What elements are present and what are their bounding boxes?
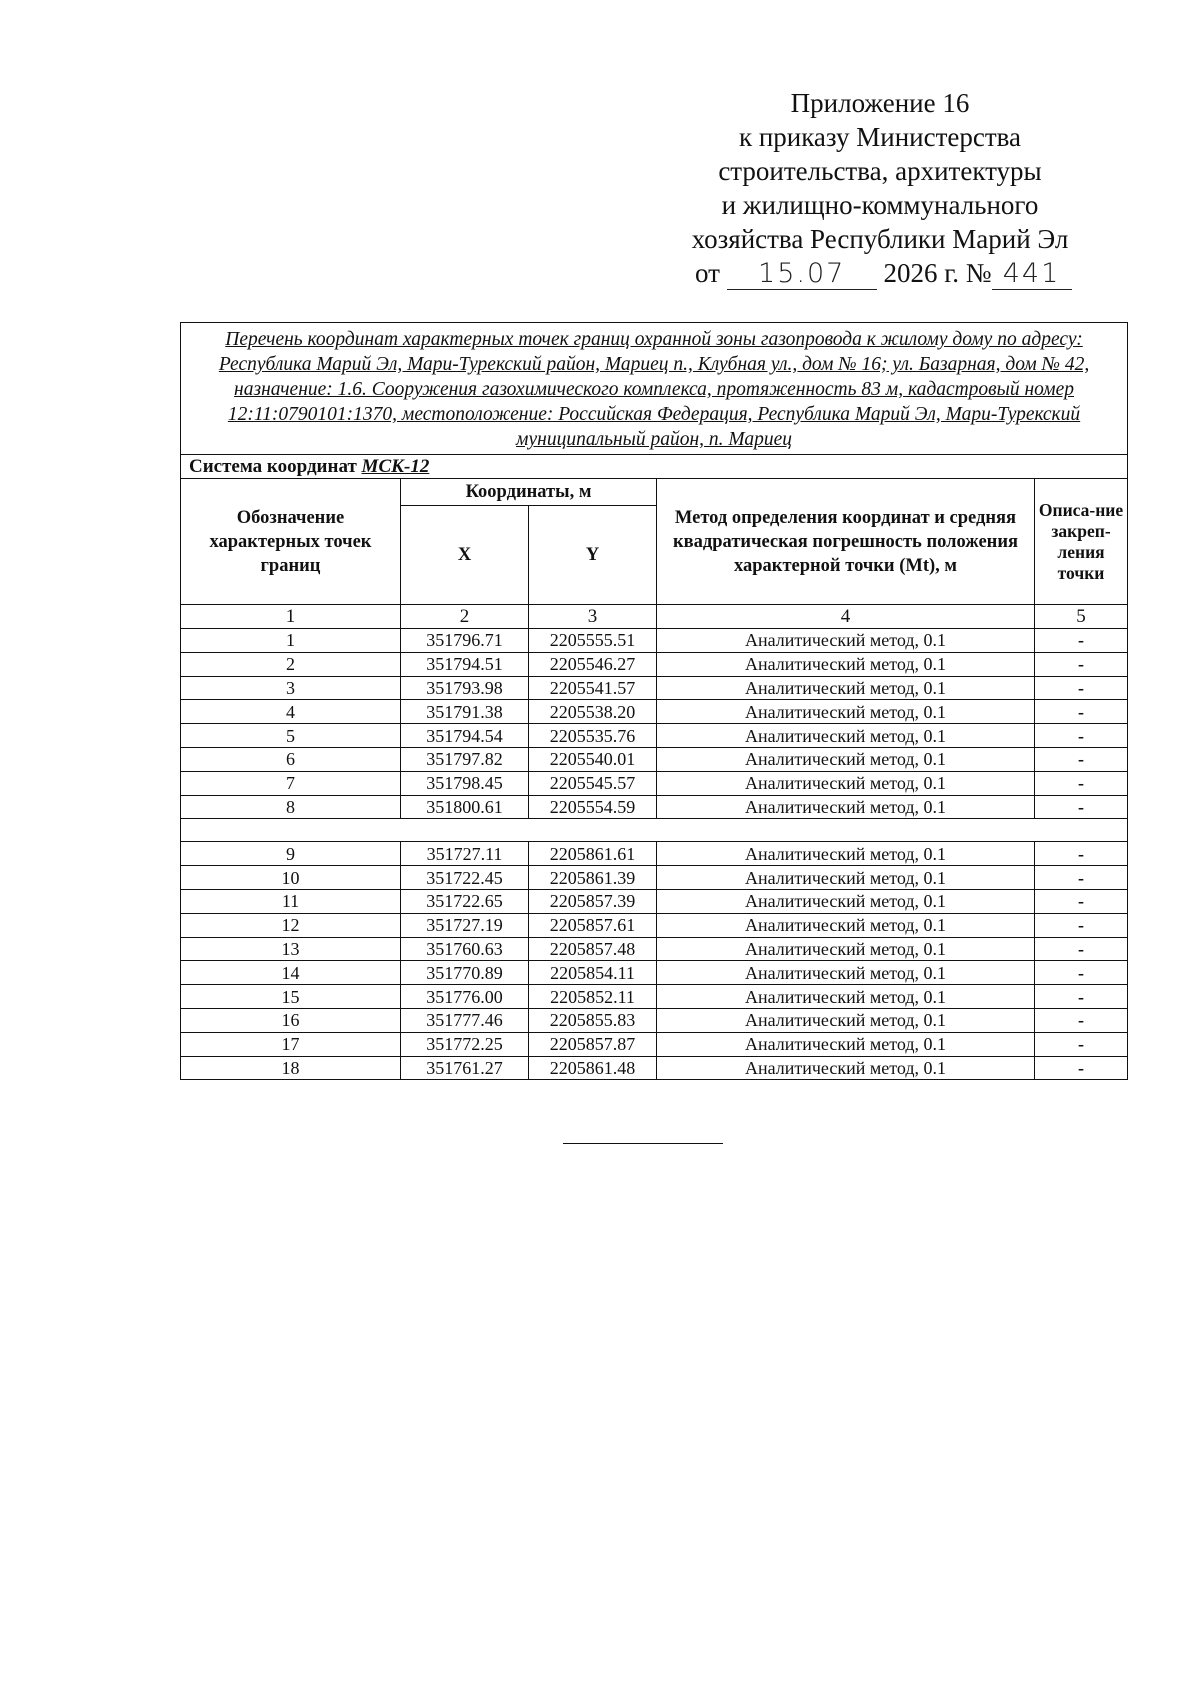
method-cell: Аналитический метод, 0.1 bbox=[657, 1008, 1035, 1032]
point-number-cell: 4 bbox=[181, 700, 401, 724]
table-row bbox=[181, 1032, 1128, 1056]
column-number: 3 bbox=[529, 605, 657, 629]
point-number-cell: 3 bbox=[181, 676, 401, 700]
separator-cell bbox=[181, 819, 1128, 842]
header-method: Метод определения координат и средняя квадратическая погрешность положения характерной точки (Mt), м bbox=[657, 479, 1035, 605]
column-number: 5 bbox=[1035, 605, 1128, 629]
table-row bbox=[181, 747, 1128, 771]
coord-y-cell: 2205857.87 bbox=[529, 1032, 657, 1056]
header-y: Y bbox=[529, 506, 657, 605]
point-number-cell: 11 bbox=[181, 889, 401, 913]
table-row bbox=[181, 889, 1128, 913]
coord-y-cell: 2205545.57 bbox=[529, 771, 657, 795]
point-number-cell: 15 bbox=[181, 985, 401, 1009]
point-number-cell: 18 bbox=[181, 1056, 401, 1080]
table-row bbox=[181, 652, 1128, 676]
coord-y-cell: 2205852.11 bbox=[529, 985, 657, 1009]
description-cell: - bbox=[1035, 771, 1128, 795]
appendix-header bbox=[640, 86, 1120, 290]
method-cell: Аналитический метод, 0.1 bbox=[657, 771, 1035, 795]
method-cell: Аналитический метод, 0.1 bbox=[657, 629, 1035, 653]
coordinates-table bbox=[180, 322, 1128, 1080]
description-cell: - bbox=[1035, 937, 1128, 961]
description-cell: - bbox=[1035, 1056, 1128, 1080]
table-row bbox=[181, 985, 1128, 1009]
method-cell: Аналитический метод, 0.1 bbox=[657, 1056, 1035, 1080]
coord-x-cell: 351794.54 bbox=[401, 724, 529, 748]
coord-y-cell: 2205854.11 bbox=[529, 961, 657, 985]
coord-y-cell: 2205535.76 bbox=[529, 724, 657, 748]
point-number-cell: 14 bbox=[181, 961, 401, 985]
column-numbers-row bbox=[181, 605, 1128, 629]
method-cell: Аналитический метод, 0.1 bbox=[657, 985, 1035, 1009]
method-cell: Аналитический метод, 0.1 bbox=[657, 889, 1035, 913]
coordinate-system-value: МСК-12 bbox=[361, 455, 430, 477]
coord-y-cell: 2205857.39 bbox=[529, 889, 657, 913]
coord-x-cell: 351793.98 bbox=[401, 676, 529, 700]
method-cell: Аналитический метод, 0.1 bbox=[657, 747, 1035, 771]
description-cell: - bbox=[1035, 700, 1128, 724]
table-row bbox=[181, 700, 1128, 724]
column-number: 2 bbox=[401, 605, 529, 629]
point-number-cell: 10 bbox=[181, 866, 401, 890]
table-row bbox=[181, 771, 1128, 795]
separator-row bbox=[181, 819, 1128, 842]
method-cell: Аналитический метод, 0.1 bbox=[657, 842, 1035, 866]
coord-x-cell: 351727.19 bbox=[401, 913, 529, 937]
description-cell: - bbox=[1035, 652, 1128, 676]
method-cell: Аналитический метод, 0.1 bbox=[657, 795, 1035, 819]
point-number-cell: 6 bbox=[181, 747, 401, 771]
order-date-line bbox=[640, 256, 1120, 290]
description-cell: - bbox=[1035, 985, 1128, 1009]
coord-y-cell: 2205861.48 bbox=[529, 1056, 657, 1080]
table-row bbox=[181, 842, 1128, 866]
coord-x-cell: 351722.65 bbox=[401, 889, 529, 913]
handwritten-order-number: 441 bbox=[992, 259, 1072, 290]
coord-x-cell: 351772.25 bbox=[401, 1032, 529, 1056]
header-point: Обозначение характерных точек границ bbox=[181, 479, 401, 605]
year-text: 2026 г. № bbox=[883, 258, 992, 288]
point-number-cell: 2 bbox=[181, 652, 401, 676]
description-cell: - bbox=[1035, 1032, 1128, 1056]
point-number-cell: 12 bbox=[181, 913, 401, 937]
coord-y-cell: 2205546.27 bbox=[529, 652, 657, 676]
date-prefix: от bbox=[695, 258, 720, 288]
appendix-line-3: строительства, архитектуры bbox=[718, 156, 1042, 186]
column-number: 4 bbox=[657, 605, 1035, 629]
method-cell: Аналитический метод, 0.1 bbox=[657, 676, 1035, 700]
description-cell: - bbox=[1035, 1008, 1128, 1032]
table-row bbox=[181, 866, 1128, 890]
point-number-cell: 13 bbox=[181, 937, 401, 961]
column-number: 1 bbox=[181, 605, 401, 629]
caption-row bbox=[181, 323, 1128, 455]
coord-x-cell: 351770.89 bbox=[401, 961, 529, 985]
table-row bbox=[181, 1008, 1128, 1032]
method-cell: Аналитический метод, 0.1 bbox=[657, 1032, 1035, 1056]
method-cell: Аналитический метод, 0.1 bbox=[657, 866, 1035, 890]
header-coordinates: Координаты, м bbox=[401, 479, 657, 506]
table-row bbox=[181, 795, 1128, 819]
coord-y-cell: 2205861.61 bbox=[529, 842, 657, 866]
table-row bbox=[181, 913, 1128, 937]
description-cell: - bbox=[1035, 676, 1128, 700]
coord-x-cell: 351776.00 bbox=[401, 985, 529, 1009]
header-description: Описа-ние закреп-ления точки bbox=[1035, 479, 1128, 605]
coord-x-cell: 351760.63 bbox=[401, 937, 529, 961]
coord-y-cell: 2205541.57 bbox=[529, 676, 657, 700]
point-group-1 bbox=[181, 629, 1128, 819]
header-row-1 bbox=[181, 479, 1128, 506]
method-cell: Аналитический метод, 0.1 bbox=[657, 724, 1035, 748]
appendix-line-4: и жилищно-коммунального bbox=[721, 190, 1039, 220]
coord-x-cell: 351800.61 bbox=[401, 795, 529, 819]
description-cell: - bbox=[1035, 842, 1128, 866]
point-number-cell: 1 bbox=[181, 629, 401, 653]
appendix-title: Приложение 16 bbox=[790, 88, 970, 118]
coord-x-cell: 351761.27 bbox=[401, 1056, 529, 1080]
table-row bbox=[181, 676, 1128, 700]
table-row bbox=[181, 629, 1128, 653]
point-number-cell: 5 bbox=[181, 724, 401, 748]
coord-y-cell: 2205540.01 bbox=[529, 747, 657, 771]
coord-x-cell: 351777.46 bbox=[401, 1008, 529, 1032]
coordinate-system bbox=[181, 455, 1128, 479]
description-cell: - bbox=[1035, 866, 1128, 890]
point-number-cell: 8 bbox=[181, 795, 401, 819]
description-cell: - bbox=[1035, 913, 1128, 937]
description-cell: - bbox=[1035, 889, 1128, 913]
coord-x-cell: 351794.51 bbox=[401, 652, 529, 676]
coord-x-cell: 351796.71 bbox=[401, 629, 529, 653]
coord-x-cell: 351797.82 bbox=[401, 747, 529, 771]
coord-y-cell: 2205538.20 bbox=[529, 700, 657, 724]
group-separator bbox=[181, 819, 1128, 842]
coord-x-cell: 351798.45 bbox=[401, 771, 529, 795]
coordinate-system-label: Система координат bbox=[189, 455, 357, 477]
point-number-cell: 16 bbox=[181, 1008, 401, 1032]
table-row bbox=[181, 1056, 1128, 1080]
coordinate-system-row bbox=[181, 455, 1128, 479]
handwritten-date: 15.07 bbox=[727, 259, 877, 290]
coord-y-cell: 2205554.59 bbox=[529, 795, 657, 819]
coord-x-cell: 351791.38 bbox=[401, 700, 529, 724]
end-divider bbox=[563, 1143, 723, 1144]
coord-y-cell: 2205855.83 bbox=[529, 1008, 657, 1032]
coord-x-cell: 351722.45 bbox=[401, 866, 529, 890]
point-number-cell: 17 bbox=[181, 1032, 401, 1056]
header-x: X bbox=[401, 506, 529, 605]
point-number-cell: 7 bbox=[181, 771, 401, 795]
description-cell: - bbox=[1035, 747, 1128, 771]
appendix-line-2: к приказу Министерства bbox=[738, 122, 1022, 152]
coord-y-cell: 2205857.61 bbox=[529, 913, 657, 937]
coord-x-cell: 351727.11 bbox=[401, 842, 529, 866]
method-cell: Аналитический метод, 0.1 bbox=[657, 652, 1035, 676]
description-cell: - bbox=[1035, 795, 1128, 819]
appendix-line-5: хозяйства Республики Марий Эл bbox=[691, 224, 1069, 254]
method-cell: Аналитический метод, 0.1 bbox=[657, 700, 1035, 724]
description-cell: - bbox=[1035, 724, 1128, 748]
coord-y-cell: 2205555.51 bbox=[529, 629, 657, 653]
point-number-cell: 9 bbox=[181, 842, 401, 866]
table-row bbox=[181, 724, 1128, 748]
coord-y-cell: 2205857.48 bbox=[529, 937, 657, 961]
description-cell: - bbox=[1035, 629, 1128, 653]
method-cell: Аналитический метод, 0.1 bbox=[657, 961, 1035, 985]
table-row bbox=[181, 961, 1128, 985]
coord-y-cell: 2205861.39 bbox=[529, 866, 657, 890]
method-cell: Аналитический метод, 0.1 bbox=[657, 937, 1035, 961]
table-caption: Перечень координат характерных точек границ охранной зоны газопровода к жилому дому по адресу: Республика Марий Эл, Мари-Турекский район, Мариец п., Клубная ул., дом № 16; ул. Базарная, дом № 42, назначение: 1.6. Сооружения газохимического комплекса, протяженность 83 м, кадастровый номер 12:11:0790101:1370, местоположение: Российская Федерация, Республика Марий Эл, Мари-Турекский муниципальный район, п. Мариец bbox=[181, 323, 1128, 455]
description-cell: - bbox=[1035, 961, 1128, 985]
table-row bbox=[181, 937, 1128, 961]
method-cell: Аналитический метод, 0.1 bbox=[657, 913, 1035, 937]
point-group-2 bbox=[181, 842, 1128, 1080]
